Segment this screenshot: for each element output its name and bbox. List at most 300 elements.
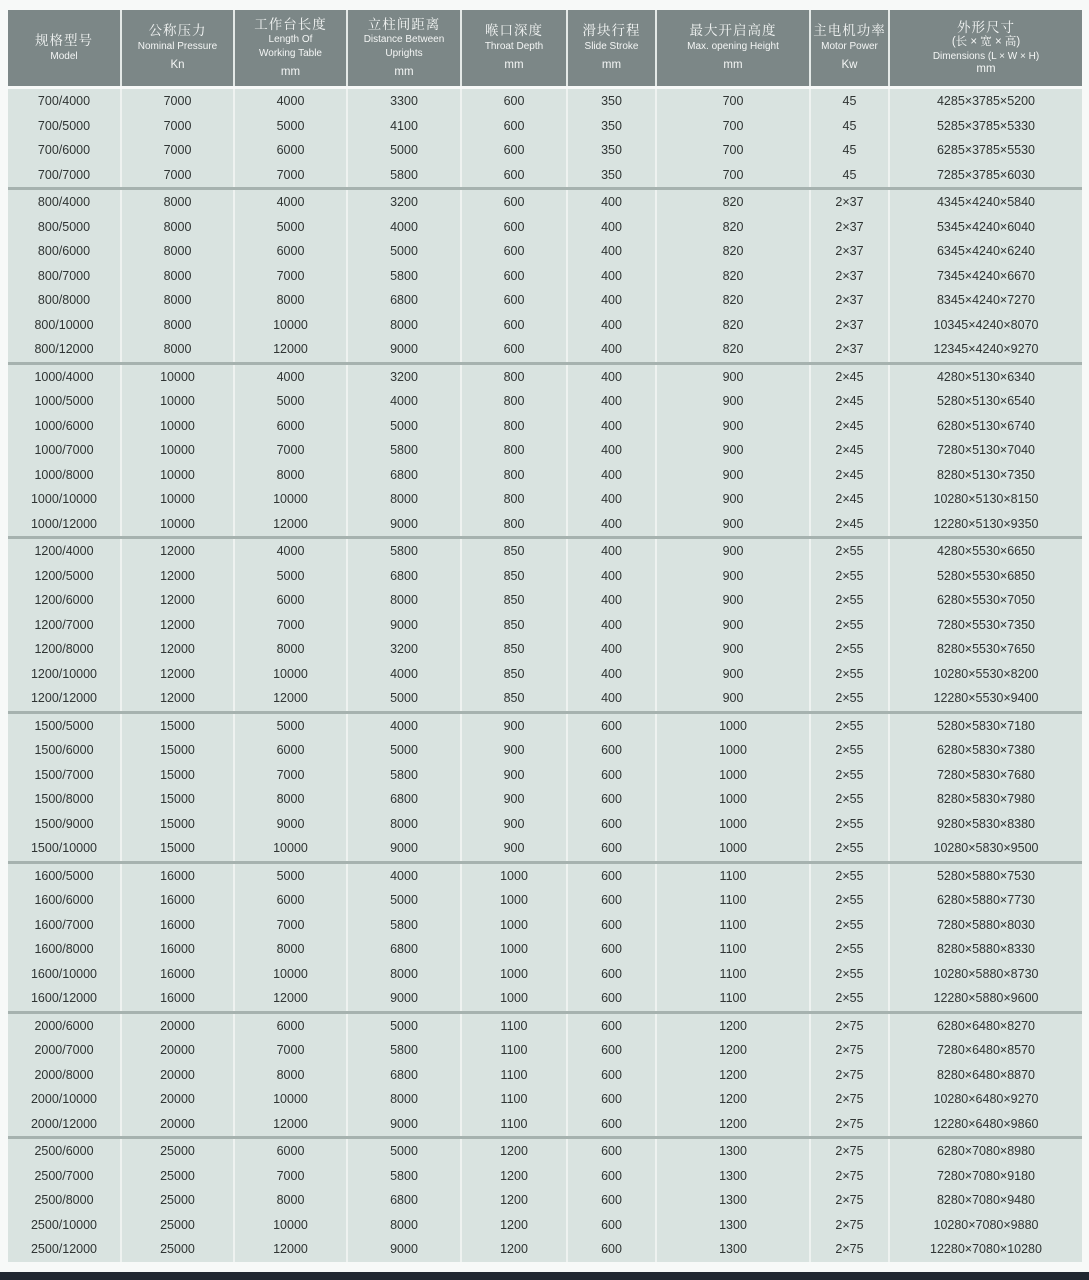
cell-uprights-distance: 5800 — [348, 163, 460, 188]
cell-slide-stroke: 600 — [568, 1213, 655, 1238]
cell-throat-depth: 600 — [462, 264, 566, 289]
cell-motor-power: 2×45 — [811, 463, 888, 488]
cell-motor-power: 2×75 — [811, 1063, 888, 1088]
column-header-model — [8, 10, 120, 86]
cell-model: 1200/6000 — [8, 588, 120, 613]
column-title-en: Working Table — [259, 47, 322, 59]
cell-dimensions: 4280×5130×6340 — [890, 365, 1082, 390]
table-row — [8, 1164, 1082, 1189]
cell-nominal-pressure: 10000 — [122, 438, 233, 463]
table-header-row — [8, 10, 1082, 86]
cell-throat-depth: 900 — [462, 763, 566, 788]
cell-uprights-distance: 9000 — [348, 337, 460, 362]
cell-table-length: 6000 — [235, 588, 346, 613]
cell-motor-power: 2×55 — [811, 864, 888, 889]
table-body — [8, 89, 1082, 1262]
cell-uprights-distance: 5000 — [348, 686, 460, 711]
cell-nominal-pressure: 15000 — [122, 836, 233, 861]
cell-throat-depth: 1000 — [462, 913, 566, 938]
cell-opening-height: 1100 — [657, 888, 809, 913]
cell-model: 1600/12000 — [8, 986, 120, 1011]
cell-motor-power: 2×75 — [811, 1213, 888, 1238]
cell-opening-height: 1300 — [657, 1188, 809, 1213]
cell-dimensions: 7280×5880×8030 — [890, 913, 1082, 938]
cell-model: 1000/7000 — [8, 438, 120, 463]
cell-model: 700/5000 — [8, 114, 120, 139]
cell-opening-height: 1200 — [657, 1038, 809, 1063]
cell-motor-power: 2×45 — [811, 438, 888, 463]
cell-slide-stroke: 350 — [568, 114, 655, 139]
cell-model: 700/4000 — [8, 89, 120, 114]
cell-model: 1600/5000 — [8, 864, 120, 889]
cell-table-length: 10000 — [235, 662, 346, 687]
cell-slide-stroke: 600 — [568, 937, 655, 962]
cell-opening-height: 1200 — [657, 1087, 809, 1112]
column-title-zh: 工作台长度 — [254, 16, 327, 32]
cell-opening-height: 900 — [657, 613, 809, 638]
cell-dimensions: 8280×7080×9480 — [890, 1188, 1082, 1213]
cell-opening-height: 900 — [657, 512, 809, 537]
cell-uprights-distance: 5000 — [348, 414, 460, 439]
cell-dimensions: 6280×5130×6740 — [890, 414, 1082, 439]
column-unit: mm — [976, 63, 996, 75]
cell-uprights-distance: 8000 — [348, 313, 460, 338]
cell-dimensions: 12280×5530×9400 — [890, 686, 1082, 711]
table-row — [8, 1213, 1082, 1238]
cell-slide-stroke: 400 — [568, 487, 655, 512]
cell-table-length: 6000 — [235, 888, 346, 913]
cell-opening-height: 1300 — [657, 1237, 809, 1262]
cell-opening-height: 900 — [657, 487, 809, 512]
cell-uprights-distance: 4000 — [348, 215, 460, 240]
cell-throat-depth: 1200 — [462, 1188, 566, 1213]
cell-uprights-distance: 5000 — [348, 138, 460, 163]
cell-throat-depth: 900 — [462, 836, 566, 861]
cell-throat-depth: 1100 — [462, 1112, 566, 1137]
cell-model: 1600/6000 — [8, 888, 120, 913]
cell-slide-stroke: 600 — [568, 864, 655, 889]
cell-nominal-pressure: 20000 — [122, 1038, 233, 1063]
cell-uprights-distance: 8000 — [348, 1087, 460, 1112]
cell-model: 1000/6000 — [8, 414, 120, 439]
cell-opening-height: 900 — [657, 662, 809, 687]
cell-dimensions: 4345×4240×5840 — [890, 190, 1082, 215]
cell-throat-depth: 900 — [462, 738, 566, 763]
table-row — [8, 662, 1082, 687]
table-row — [8, 864, 1082, 889]
cell-motor-power: 2×37 — [811, 337, 888, 362]
cell-opening-height: 1100 — [657, 913, 809, 938]
cell-motor-power: 2×55 — [811, 787, 888, 812]
cell-slide-stroke: 400 — [568, 463, 655, 488]
cell-model: 1500/10000 — [8, 836, 120, 861]
cell-uprights-distance: 6800 — [348, 937, 460, 962]
cell-opening-height: 1000 — [657, 738, 809, 763]
cell-model: 2000/10000 — [8, 1087, 120, 1112]
cell-throat-depth: 1000 — [462, 888, 566, 913]
cell-throat-depth: 1200 — [462, 1139, 566, 1164]
table-row — [8, 89, 1082, 114]
cell-motor-power: 2×55 — [811, 986, 888, 1011]
cell-uprights-distance: 6800 — [348, 463, 460, 488]
cell-uprights-distance: 4100 — [348, 114, 460, 139]
cell-table-length: 12000 — [235, 512, 346, 537]
cell-table-length: 10000 — [235, 313, 346, 338]
cell-slide-stroke: 400 — [568, 239, 655, 264]
cell-nominal-pressure: 10000 — [122, 487, 233, 512]
cell-dimensions: 6280×5830×7380 — [890, 738, 1082, 763]
cell-table-length: 10000 — [235, 1087, 346, 1112]
cell-slide-stroke: 600 — [568, 836, 655, 861]
cell-throat-depth: 850 — [462, 637, 566, 662]
cell-slide-stroke: 400 — [568, 539, 655, 564]
cell-slide-stroke: 600 — [568, 1087, 655, 1112]
cell-opening-height: 1200 — [657, 1112, 809, 1137]
table-row — [8, 913, 1082, 938]
cell-throat-depth: 1000 — [462, 962, 566, 987]
cell-model: 1500/6000 — [8, 738, 120, 763]
cell-throat-depth: 600 — [462, 89, 566, 114]
cell-opening-height: 900 — [657, 686, 809, 711]
cell-dimensions: 7285×3785×6030 — [890, 163, 1082, 188]
cell-model: 1600/10000 — [8, 962, 120, 987]
cell-nominal-pressure: 16000 — [122, 986, 233, 1011]
cell-table-length: 7000 — [235, 913, 346, 938]
column-title-en: Nominal Pressure — [137, 40, 218, 52]
cell-nominal-pressure: 25000 — [122, 1188, 233, 1213]
cell-model: 2500/7000 — [8, 1164, 120, 1189]
cell-model: 2500/8000 — [8, 1188, 120, 1213]
cell-motor-power: 2×55 — [811, 763, 888, 788]
cell-motor-power: 2×55 — [811, 539, 888, 564]
cell-uprights-distance: 8000 — [348, 812, 460, 837]
cell-motor-power: 2×45 — [811, 389, 888, 414]
footer-bar — [0, 1272, 1089, 1280]
cell-dimensions: 7345×4240×6670 — [890, 264, 1082, 289]
cell-slide-stroke: 400 — [568, 337, 655, 362]
cell-dimensions: 5345×4240×6040 — [890, 215, 1082, 240]
cell-nominal-pressure: 20000 — [122, 1014, 233, 1039]
cell-slide-stroke: 600 — [568, 1164, 655, 1189]
cell-model: 1000/10000 — [8, 487, 120, 512]
cell-motor-power: 2×55 — [811, 937, 888, 962]
cell-nominal-pressure: 12000 — [122, 613, 233, 638]
cell-opening-height: 820 — [657, 313, 809, 338]
cell-throat-depth: 800 — [462, 512, 566, 537]
cell-slide-stroke: 600 — [568, 714, 655, 739]
cell-table-length: 4000 — [235, 190, 346, 215]
cell-motor-power: 2×55 — [811, 836, 888, 861]
column-title-zh2: (长 × 宽 × 高) — [951, 36, 1021, 49]
cell-nominal-pressure: 25000 — [122, 1164, 233, 1189]
table-row — [8, 264, 1082, 289]
cell-uprights-distance: 5800 — [348, 438, 460, 463]
cell-slide-stroke: 600 — [568, 787, 655, 812]
cell-uprights-distance: 8000 — [348, 588, 460, 613]
column-title-zh: 规格型号 — [35, 33, 93, 49]
cell-model: 800/8000 — [8, 288, 120, 313]
table-row — [8, 714, 1082, 739]
table-row — [8, 114, 1082, 139]
table-row — [8, 1188, 1082, 1213]
cell-model: 1000/8000 — [8, 463, 120, 488]
cell-nominal-pressure: 16000 — [122, 864, 233, 889]
cell-model: 800/4000 — [8, 190, 120, 215]
cell-slide-stroke: 400 — [568, 264, 655, 289]
column-header-uprights-distance — [348, 10, 460, 86]
cell-opening-height: 700 — [657, 163, 809, 188]
table-row — [8, 1014, 1082, 1039]
table-row — [8, 613, 1082, 638]
cell-model: 1600/7000 — [8, 913, 120, 938]
table-row — [8, 564, 1082, 589]
cell-throat-depth: 850 — [462, 539, 566, 564]
cell-opening-height: 1300 — [657, 1139, 809, 1164]
cell-slide-stroke: 600 — [568, 1063, 655, 1088]
table-row — [8, 163, 1082, 188]
cell-dimensions: 7280×6480×8570 — [890, 1038, 1082, 1063]
cell-dimensions: 12345×4240×9270 — [890, 337, 1082, 362]
cell-motor-power: 2×75 — [811, 1164, 888, 1189]
cell-uprights-distance: 8000 — [348, 962, 460, 987]
cell-nominal-pressure: 12000 — [122, 662, 233, 687]
cell-nominal-pressure: 7000 — [122, 163, 233, 188]
column-title-zh: 立柱间距离 — [367, 16, 441, 32]
cell-motor-power: 2×45 — [811, 365, 888, 390]
cell-uprights-distance: 9000 — [348, 1237, 460, 1262]
cell-motor-power: 2×45 — [811, 512, 888, 537]
column-title-zh: 滑块行程 — [582, 23, 641, 39]
table-row — [8, 539, 1082, 564]
cell-uprights-distance: 5800 — [348, 539, 460, 564]
cell-motor-power: 45 — [811, 163, 888, 188]
cell-slide-stroke: 600 — [568, 913, 655, 938]
cell-table-length: 12000 — [235, 686, 346, 711]
cell-slide-stroke: 400 — [568, 512, 655, 537]
cell-motor-power: 2×75 — [811, 1188, 888, 1213]
cell-dimensions: 4285×3785×5200 — [890, 89, 1082, 114]
cell-model: 700/7000 — [8, 163, 120, 188]
cell-nominal-pressure: 10000 — [122, 365, 233, 390]
cell-dimensions: 7280×5530×7350 — [890, 613, 1082, 638]
cell-uprights-distance: 5000 — [348, 738, 460, 763]
cell-model: 1500/8000 — [8, 787, 120, 812]
cell-motor-power: 2×45 — [811, 414, 888, 439]
column-unit: mm — [280, 66, 301, 79]
cell-model: 1200/12000 — [8, 686, 120, 711]
cell-dimensions: 10280×7080×9880 — [890, 1213, 1082, 1238]
cell-nominal-pressure: 15000 — [122, 763, 233, 788]
cell-uprights-distance: 5800 — [348, 1164, 460, 1189]
cell-table-length: 5000 — [235, 564, 346, 589]
table-row — [8, 1087, 1082, 1112]
cell-table-length: 12000 — [235, 337, 346, 362]
cell-table-length: 5000 — [235, 714, 346, 739]
cell-motor-power: 2×55 — [811, 714, 888, 739]
cell-dimensions: 9280×5830×8380 — [890, 812, 1082, 837]
column-header-throat-depth — [462, 10, 566, 86]
cell-motor-power: 2×55 — [811, 888, 888, 913]
column-header-nominal-pressure — [122, 10, 233, 86]
cell-nominal-pressure: 12000 — [122, 686, 233, 711]
cell-model: 2000/7000 — [8, 1038, 120, 1063]
cell-throat-depth: 1200 — [462, 1164, 566, 1189]
table-row — [8, 313, 1082, 338]
cell-motor-power: 2×55 — [811, 738, 888, 763]
cell-uprights-distance: 5800 — [348, 1038, 460, 1063]
cell-opening-height: 1000 — [657, 812, 809, 837]
cell-nominal-pressure: 8000 — [122, 190, 233, 215]
cell-table-length: 5000 — [235, 389, 346, 414]
cell-nominal-pressure: 10000 — [122, 389, 233, 414]
cell-throat-depth: 600 — [462, 190, 566, 215]
column-title-en: Max. opening Height — [687, 40, 779, 52]
cell-model: 2000/6000 — [8, 1014, 120, 1039]
cell-model: 800/12000 — [8, 337, 120, 362]
cell-throat-depth: 850 — [462, 613, 566, 638]
table-row — [8, 738, 1082, 763]
cell-model: 1200/10000 — [8, 662, 120, 687]
table-row — [8, 365, 1082, 390]
table-row — [8, 463, 1082, 488]
cell-nominal-pressure: 8000 — [122, 288, 233, 313]
cell-motor-power: 2×75 — [811, 1112, 888, 1137]
cell-dimensions: 5280×5830×7180 — [890, 714, 1082, 739]
cell-motor-power: 45 — [811, 89, 888, 114]
cell-opening-height: 1100 — [657, 937, 809, 962]
cell-nominal-pressure: 16000 — [122, 962, 233, 987]
cell-opening-height: 700 — [657, 89, 809, 114]
cell-throat-depth: 600 — [462, 288, 566, 313]
cell-slide-stroke: 400 — [568, 389, 655, 414]
cell-slide-stroke: 400 — [568, 686, 655, 711]
cell-opening-height: 1300 — [657, 1213, 809, 1238]
cell-uprights-distance: 9000 — [348, 836, 460, 861]
table-row — [8, 389, 1082, 414]
cell-nominal-pressure: 12000 — [122, 637, 233, 662]
cell-motor-power: 2×55 — [811, 662, 888, 687]
cell-uprights-distance: 4000 — [348, 714, 460, 739]
cell-dimensions: 5280×5530×6850 — [890, 564, 1082, 589]
cell-model: 2500/12000 — [8, 1237, 120, 1262]
cell-uprights-distance: 9000 — [348, 613, 460, 638]
cell-slide-stroke: 400 — [568, 662, 655, 687]
cell-slide-stroke: 600 — [568, 1139, 655, 1164]
cell-motor-power: 2×37 — [811, 288, 888, 313]
cell-throat-depth: 600 — [462, 215, 566, 240]
cell-dimensions: 8280×5530×7650 — [890, 637, 1082, 662]
cell-table-length: 6000 — [235, 239, 346, 264]
column-unit: mm — [723, 59, 743, 72]
cell-motor-power: 2×55 — [811, 613, 888, 638]
cell-opening-height: 900 — [657, 564, 809, 589]
cell-opening-height: 900 — [657, 539, 809, 564]
cell-dimensions: 5280×5880×7530 — [890, 864, 1082, 889]
cell-dimensions: 12280×5130×9350 — [890, 512, 1082, 537]
cell-dimensions: 7280×5130×7040 — [890, 438, 1082, 463]
cell-opening-height: 900 — [657, 463, 809, 488]
cell-table-length: 4000 — [235, 89, 346, 114]
cell-nominal-pressure: 12000 — [122, 539, 233, 564]
column-title-en: Dimensions (L × W × H) — [932, 50, 1040, 62]
cell-table-length: 12000 — [235, 1112, 346, 1137]
cell-slide-stroke: 600 — [568, 1112, 655, 1137]
cell-motor-power: 2×55 — [811, 913, 888, 938]
column-unit: Kw — [841, 59, 858, 72]
cell-uprights-distance: 3200 — [348, 190, 460, 215]
cell-slide-stroke: 400 — [568, 564, 655, 589]
cell-table-length: 5000 — [235, 114, 346, 139]
cell-throat-depth: 900 — [462, 812, 566, 837]
cell-throat-depth: 1000 — [462, 937, 566, 962]
table-row — [8, 588, 1082, 613]
cell-opening-height: 820 — [657, 190, 809, 215]
cell-throat-depth: 800 — [462, 438, 566, 463]
cell-model: 800/5000 — [8, 215, 120, 240]
cell-model: 1500/9000 — [8, 812, 120, 837]
cell-opening-height: 700 — [657, 114, 809, 139]
column-header-opening-height — [657, 10, 809, 86]
column-title-en: Uprights — [385, 47, 423, 59]
cell-model: 800/6000 — [8, 239, 120, 264]
cell-table-length: 5000 — [235, 215, 346, 240]
cell-motor-power: 2×55 — [811, 962, 888, 987]
table-row — [8, 337, 1082, 362]
cell-throat-depth: 900 — [462, 714, 566, 739]
cell-motor-power: 2×37 — [811, 239, 888, 264]
cell-slide-stroke: 350 — [568, 138, 655, 163]
cell-throat-depth: 600 — [462, 337, 566, 362]
cell-nominal-pressure: 8000 — [122, 264, 233, 289]
cell-nominal-pressure: 8000 — [122, 313, 233, 338]
column-title-en: Slide Stroke — [584, 40, 639, 52]
cell-uprights-distance: 8000 — [348, 1213, 460, 1238]
cell-dimensions: 10280×5880×8730 — [890, 962, 1082, 987]
table-row — [8, 937, 1082, 962]
cell-nominal-pressure: 12000 — [122, 564, 233, 589]
cell-uprights-distance: 5800 — [348, 763, 460, 788]
column-title-en: Length Of — [268, 34, 313, 46]
cell-motor-power: 2×55 — [811, 812, 888, 837]
table-row — [8, 288, 1082, 313]
cell-model: 800/7000 — [8, 264, 120, 289]
table-row — [8, 512, 1082, 537]
cell-motor-power: 2×45 — [811, 487, 888, 512]
cell-uprights-distance: 4000 — [348, 662, 460, 687]
cell-slide-stroke: 600 — [568, 763, 655, 788]
cell-opening-height: 900 — [657, 365, 809, 390]
cell-slide-stroke: 600 — [568, 738, 655, 763]
cell-table-length: 7000 — [235, 438, 346, 463]
table-row — [8, 686, 1082, 711]
cell-dimensions: 6280×6480×8270 — [890, 1014, 1082, 1039]
table-row — [8, 763, 1082, 788]
cell-opening-height: 820 — [657, 337, 809, 362]
cell-dimensions: 8280×5880×8330 — [890, 937, 1082, 962]
cell-model: 1200/8000 — [8, 637, 120, 662]
cell-dimensions: 8280×6480×8870 — [890, 1063, 1082, 1088]
cell-slide-stroke: 400 — [568, 588, 655, 613]
cell-slide-stroke: 600 — [568, 1237, 655, 1262]
cell-dimensions: 10280×6480×9270 — [890, 1087, 1082, 1112]
cell-slide-stroke: 600 — [568, 1188, 655, 1213]
cell-nominal-pressure: 10000 — [122, 463, 233, 488]
cell-nominal-pressure: 20000 — [122, 1087, 233, 1112]
cell-model: 1000/4000 — [8, 365, 120, 390]
cell-nominal-pressure: 15000 — [122, 812, 233, 837]
cell-uprights-distance: 9000 — [348, 986, 460, 1011]
cell-table-length: 8000 — [235, 787, 346, 812]
